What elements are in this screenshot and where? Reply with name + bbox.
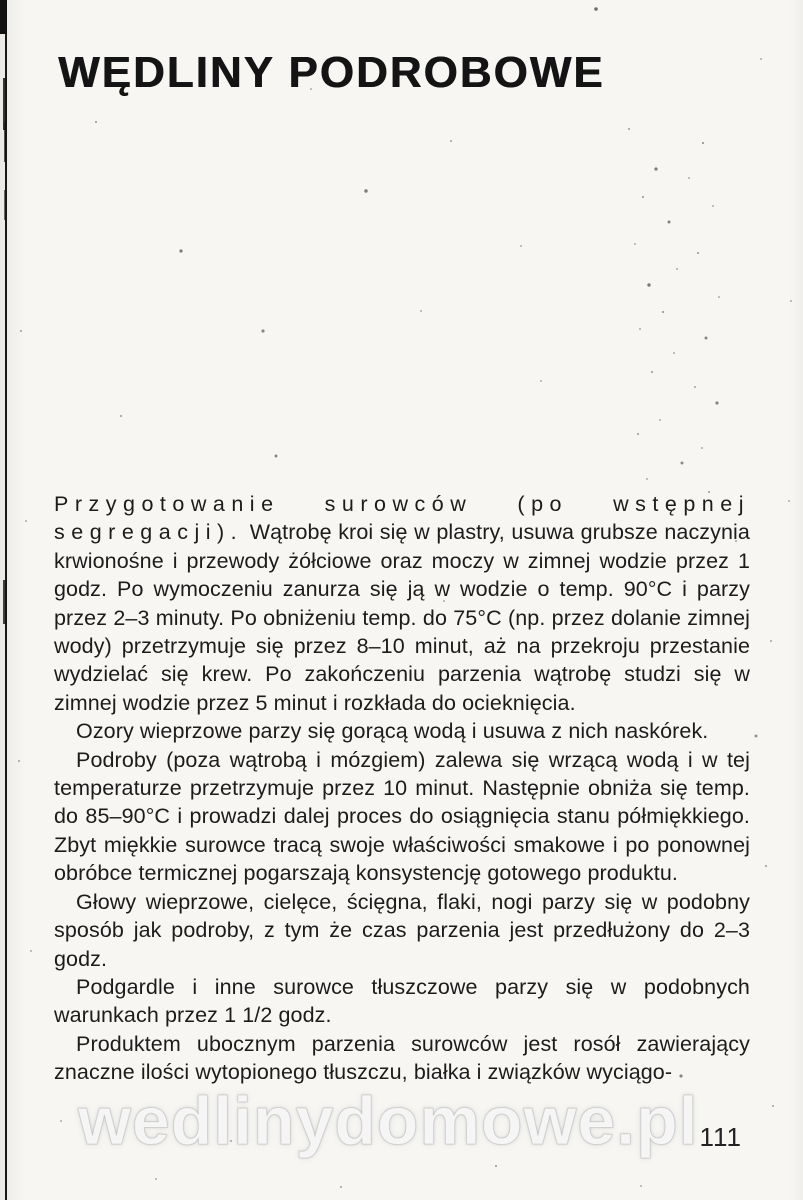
chapter-title: WĘDLINY PODROBOWE xyxy=(58,48,605,97)
body-text-block xyxy=(54,490,750,1087)
paragraph: Produktem ubocznym parzenia surowców jest rosół zawierający znaczne ilości wytopionego tłuszczu, białka i związków wyciągo- xyxy=(54,1031,750,1085)
paragraph: Podgardle i inne surowce tłuszczowe parzy się w podobnych warunkach przez 1 1/2 godz. xyxy=(54,974,750,1028)
binding-edge-mark xyxy=(4,122,7,162)
paragraph: Podroby (poza wątrobą i mózgiem) zalewa się wrzącą wodą i w tej temperaturze przetrzymuje przez 10 minut. Następnie obniża się temp. do 85–90°C i prowadzi dalej proces do osiągnięcia stanu półmiękkiego. Zbyt miękkie surowce tracą swoje właściwości smakowe i po ponownej obróbce termicznej pogarszają konsystencję gotowego produktu. xyxy=(54,747,750,886)
page-number: 111 xyxy=(699,1122,742,1152)
paragraph: Głowy wieprzowe, cielęce, ścięgna, flaki, nogi parzy się w podobny sposób jak podroby, z tym że czas parzenia jest przedłużony do 2–3 godz. xyxy=(54,889,750,971)
binding-edge-mark xyxy=(3,580,7,624)
paragraph xyxy=(54,490,750,717)
binding-edge-mark xyxy=(4,190,7,220)
paragraph: Ozory wieprzowe parzy się gorącą wodą i usuwa z nich naskórek. xyxy=(76,719,709,744)
paragraph-lead-letterspaced: Przygotowanie surowców (po wstępnej segregacji). xyxy=(54,492,750,545)
site-watermark: wedlinydomowe.pl xyxy=(78,1083,699,1159)
binding-edge-notch xyxy=(0,0,7,34)
paragraph-text: Wątrobę kroi się w plastry, usuwa grubsze naczynia krwionośne i przewody żółciowe oraz moczy w zimnej wodzie przez 1 godz. Po wymoczeniu zanurza się ją w wodzie o temp. 90°C i parzy przez 2–3 minuty. Po obniżeniu temp. do 75°C (np. przez dolanie zimnej wody) przetrzymuje się przez 8–10 minut, aż na przekroju przestanie wydzielać się krew. Po zakończeniu parzenia wątrobę studzi się w zimnej wodzie przez 5 minut i rozkłada do ocieknięcia. xyxy=(54,520,750,715)
